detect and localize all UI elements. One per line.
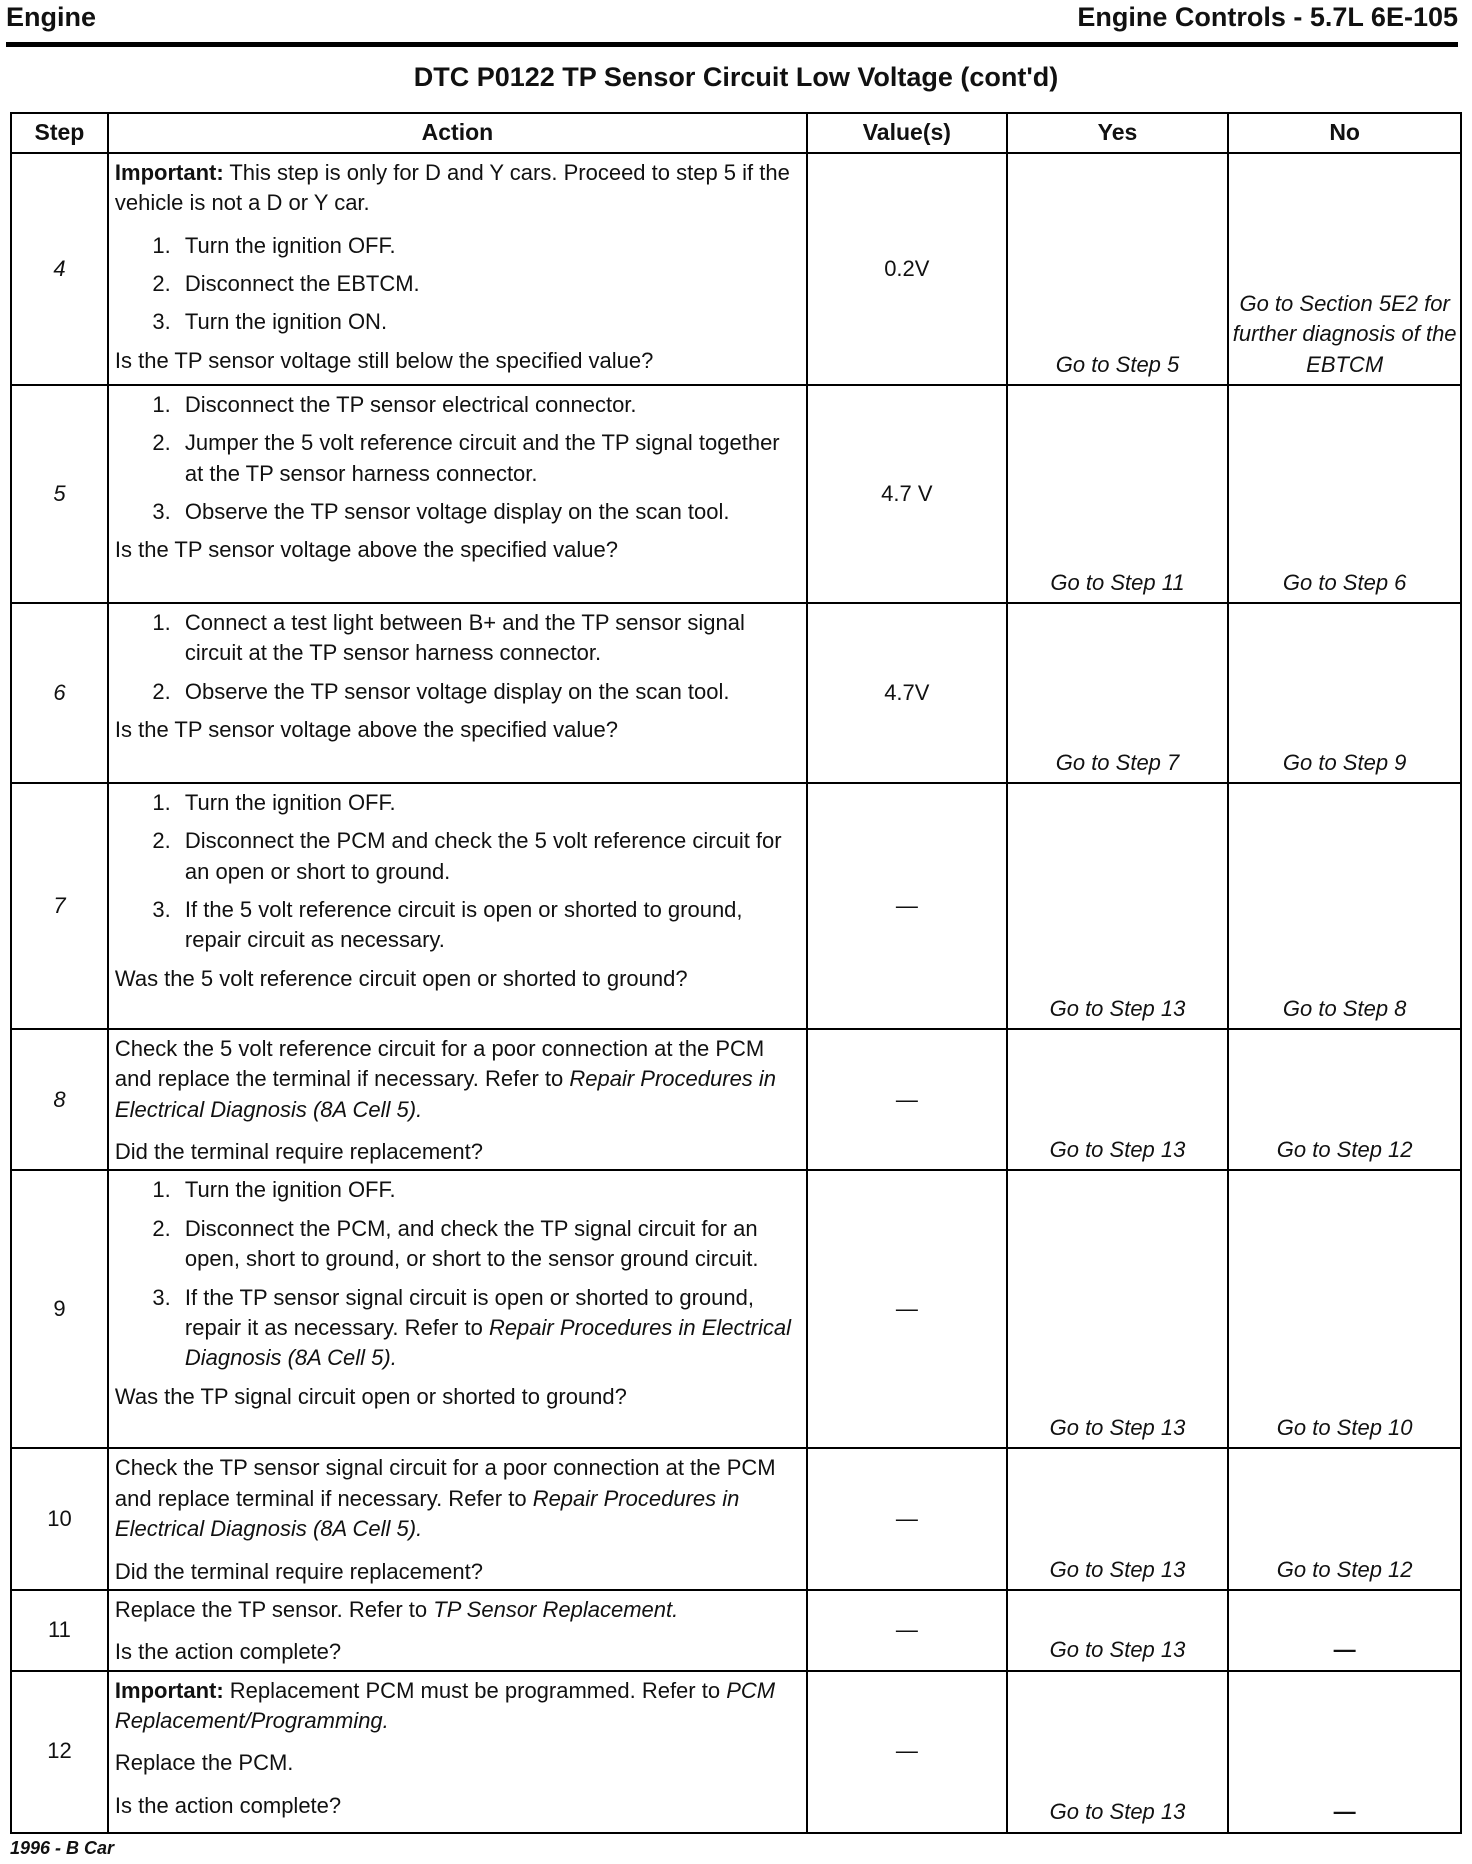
action-instruction: Check the TP sensor signal circuit for a poor connection at the PCM and replace terminal if necessary. Refer to [114,1455,776,1511]
step-value: 4.7 V [807,385,1007,603]
yes-action: Go to Step 11 [1007,385,1229,603]
column-header-step: Step [11,113,108,153]
step-value: — [807,1029,1007,1170]
table-row-step-9 [11,1170,1461,1448]
step-question: Was the TP signal circuit open or shorted to ground? [114,1383,627,1409]
page-title: DTC P0122 TP Sensor Circuit Low Voltage (cont'd) [413,62,1059,92]
step-action [108,1671,807,1833]
list-item: 1. Disconnect the TP sensor electrical connector. [177,390,800,420]
step-number: 11 [11,1590,108,1671]
list-item [177,1283,800,1374]
step-value: 0.2V [807,153,1007,385]
no-action [1228,1671,1461,1833]
no-action: Go to Step 6 [1228,385,1461,603]
table-row-step-5 [11,385,1461,603]
table-row-step-12 [11,1671,1461,1833]
important-label: Important: [114,1677,224,1703]
action-reference: Repair Procedures in Electrical Diagnosis (8A Cell 5). [114,1066,777,1122]
diagnostic-table [10,112,1462,1834]
table-header-row [11,113,1461,153]
step-value: 4.7V [807,603,1007,783]
yes-action: Go to Step 13 [1007,1671,1229,1833]
important-text: This step is only for D and Y cars. Proceed to step 5 if the vehicle is not a D or Y car. [114,160,790,216]
step-question: Was the 5 volt reference circuit open or shorted to ground? [114,965,688,991]
step-number: 9 [11,1170,108,1448]
step-question: Is the action complete? [114,1792,342,1818]
step-question: Is the TP sensor voltage still below the specified value? [114,347,654,373]
action-steps [115,608,800,707]
list-item: 1. Turn the ignition OFF. [177,788,800,818]
step-number: 10 [11,1448,108,1589]
list-item: 3. Turn the ignition ON. [177,307,800,337]
table-row-step-6 [11,603,1461,783]
list-item: 1. Turn the ignition OFF. [177,231,800,261]
step-value: — [807,1448,1007,1589]
step-number: 8 [11,1029,108,1170]
yes-action: Go to Step 13 [1007,1029,1229,1170]
no-action: Go to Step 9 [1228,603,1461,783]
action-instruction: Replace the TP sensor. Refer to [114,1596,434,1622]
column-header-no: No [1228,113,1461,153]
yes-action: Go to Step 13 [1007,783,1229,1029]
step-value: — [807,1590,1007,1671]
important-label: Important: [114,160,224,185]
header-page-ref: Engine Controls - 5.7L 6E-105 [1077,2,1458,32]
no-action-dash: — [1333,1637,1356,1663]
action-steps [115,788,800,956]
step-action [108,1590,807,1671]
table-row-step-4 [11,153,1461,385]
list-item: 3. If the 5 volt reference circuit is open or shorted to ground, repair circuit as necessary. [177,895,800,956]
no-action: Go to Section 5E2 for further diagnosis of the EBTCM [1228,153,1461,385]
step-question: Is the action complete? [114,1639,342,1665]
list-item: 2. Disconnect the PCM and check the 5 volt reference circuit for an open or short to ground. [177,826,800,887]
column-header-action: Action [108,113,807,153]
action-line: Replace the PCM. [114,1750,294,1776]
header-rule [6,42,1458,47]
list-item: 2. Observe the TP sensor voltage display on the scan tool. [177,677,800,707]
column-header-yes: Yes [1007,113,1229,153]
step-question: Is the TP sensor voltage above the specified value? [114,717,618,743]
step-action [108,603,807,783]
no-action-dash: — [1333,1799,1356,1825]
important-text: Replacement PCM must be programmed. Refer to [223,1677,727,1703]
no-action: Go to Step 12 [1228,1448,1461,1589]
action-reference: TP Sensor Replacement. [433,1596,679,1622]
list-item: 3. Observe the TP sensor voltage display on the scan tool. [177,497,800,527]
table-row-step-8 [11,1029,1461,1170]
action-reference: PCM Replacement/Programming. [114,1677,776,1733]
step-number: 12 [11,1671,108,1833]
table-row-step-10 [11,1448,1461,1589]
step-value: — [807,783,1007,1029]
action-steps [115,1175,800,1373]
step-number: 4 [11,153,108,385]
step-action [108,1448,807,1589]
important-note [115,158,800,219]
important-note [115,1676,800,1737]
action-reference: Repair Procedures in Electrical Diagnosis (8A Cell 5). [114,1485,740,1542]
no-action: Go to Step 12 [1228,1029,1461,1170]
step-number: 6 [11,603,108,783]
table-row-step-11 [11,1590,1461,1671]
column-header-values: Value(s) [807,113,1007,153]
list-item: 2. Disconnect the PCM, and check the TP signal circuit for an open, short to ground, or short to the sensor ground circuit. [177,1214,800,1275]
list-item-text: If the TP sensor signal circuit is open or shorted to ground, repair it as necessary. Refer to [184,1284,754,1340]
list-item: 2. Disconnect the EBTCM. [177,269,800,299]
action-reference: Repair Procedures in Electrical Diagnosis (8A Cell 5). [184,1314,791,1371]
action-text [115,1453,800,1544]
step-question: Is the TP sensor voltage above the specified value? [114,537,618,563]
page-footer: 1996 - B Car [10,1838,115,1858]
step-action [108,385,807,603]
page-header [6,2,1458,42]
yes-action: Go to Step 13 [1007,1170,1229,1448]
action-steps [115,231,800,338]
action-steps [115,390,800,527]
list-item: 1. Turn the ignition OFF. [177,1175,800,1205]
step-number: 7 [11,783,108,1029]
no-action [1228,1590,1461,1671]
no-action: Go to Step 8 [1228,783,1461,1029]
step-question: Did the terminal require replacement? [114,1558,483,1584]
yes-action: Go to Step 5 [1007,153,1229,385]
step-action [108,1029,807,1170]
action-instruction: Check the 5 volt reference circuit for a poor connection at the PCM and replace the terminal if necessary. Refer to [114,1036,765,1092]
step-number: 5 [11,385,108,603]
yes-action: Go to Step 13 [1007,1590,1229,1671]
step-action [108,783,807,1029]
list-item: 1. Connect a test light between B+ and the TP sensor signal circuit at the TP sensor harness connector. [177,608,800,669]
step-value: — [807,1671,1007,1833]
action-text [115,1034,800,1125]
action-text [115,1595,800,1625]
header-section: Engine [6,2,97,32]
yes-action: Go to Step 7 [1007,603,1229,783]
step-value: — [807,1170,1007,1448]
step-action [108,153,807,385]
step-action [108,1170,807,1448]
no-action: Go to Step 10 [1228,1170,1461,1448]
yes-action: Go to Step 13 [1007,1448,1229,1589]
list-item: 2. Jumper the 5 volt reference circuit and the TP signal together at the TP sensor harness connector. [177,428,800,489]
table-row-step-7 [11,783,1461,1029]
step-question: Did the terminal require replacement? [114,1139,483,1165]
